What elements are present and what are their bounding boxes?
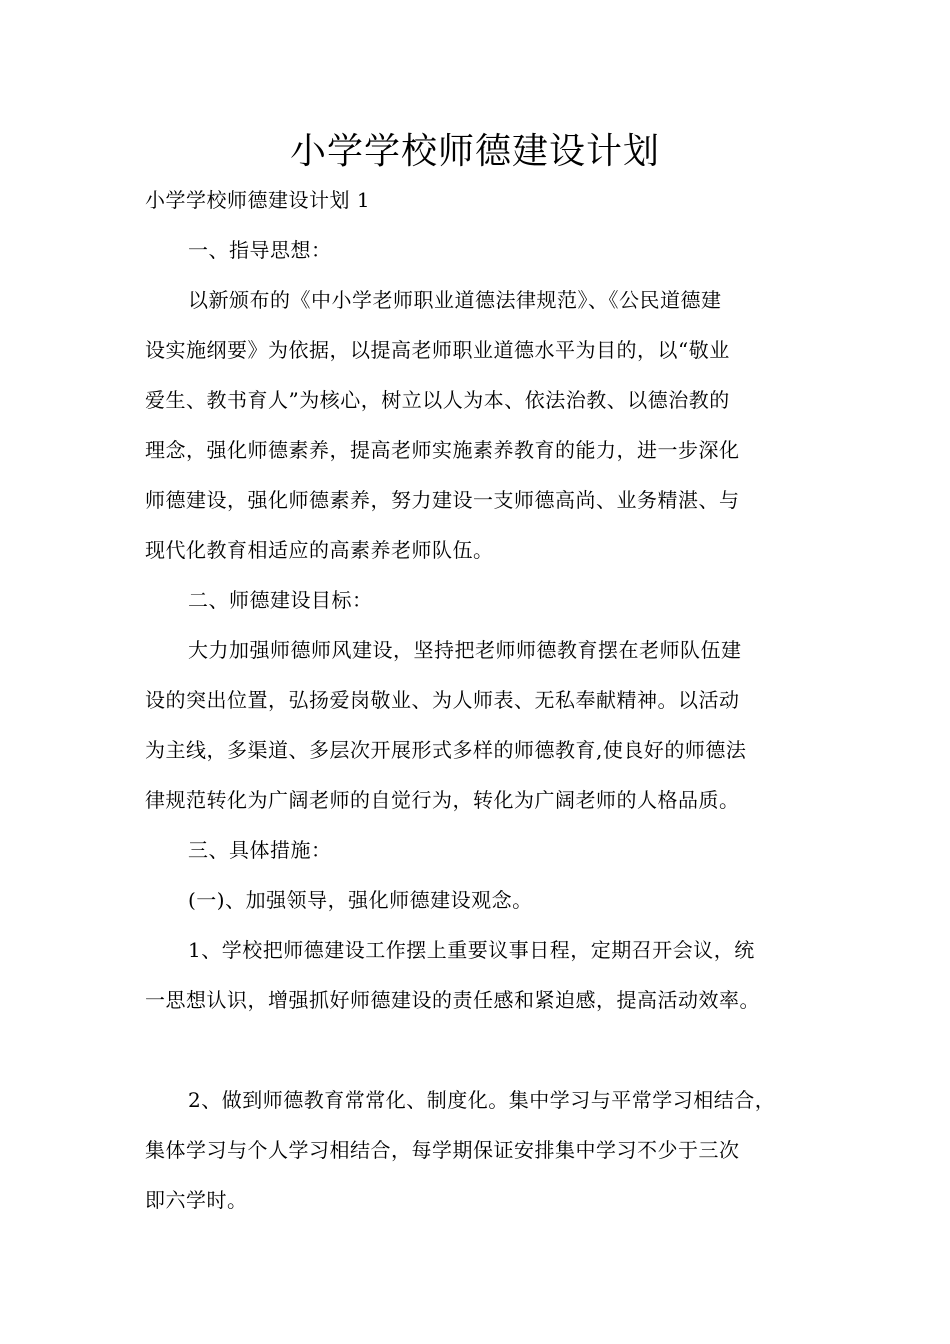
paragraph-line: 师德建设，强化师德素养，努力建设一支师德高尚、业务精湛、与	[145, 488, 740, 512]
list-item-line: 1、学校把师德建设工作摆上重要议事日程，定期召开会议，统	[188, 938, 755, 962]
list-item-line: 一思想认识，增强抓好师德建设的责任感和紧迫感，提高活动效率。	[145, 988, 760, 1012]
subsection-heading: (一)、加强领导，强化师德建设观念。	[188, 888, 533, 912]
paragraph-line: 为主线，多渠道、多层次开展形式多样的师德教育,使良好的师德法	[145, 738, 747, 762]
paragraph-line: 设实施纲要》为依据，以提高老师职业道德水平为目的，以“敬业	[145, 338, 730, 362]
paragraph-line: 设的突出位置，弘扬爱岗敬业、为人师表、无私奉献精神。以活动	[145, 688, 740, 712]
list-item-line: 2、做到师德教育常常化、制度化。集中学习与平常学习相结合，	[188, 1088, 776, 1112]
section-heading-measures: 三、具体措施：	[188, 838, 332, 862]
section-heading-guiding-ideology: 一、指导思想：	[188, 238, 332, 262]
paragraph-line: 以新颁布的《中小学老师职业道德法律规范》、《公民道德建	[188, 288, 722, 312]
list-item-line: 即六学时。	[145, 1188, 248, 1212]
paragraph-line: 现代化教育相适应的高素养老师队伍。	[145, 538, 494, 562]
document-subtitle: 小学学校师德建设计划 1	[145, 188, 371, 212]
paragraph-line: 律规范转化为广阔老师的自觉行为，转化为广阔老师的人格品质。	[145, 788, 740, 812]
paragraph-line: 爱生、教书育人”为核心，树立以人为本、依法治教、以德治教的	[145, 388, 730, 412]
paragraph-line: 理念，强化师德素养，提高老师实施素养教育的能力，进一步深化	[145, 438, 740, 462]
list-item-line: 集体学习与个人学习相结合，每学期保证安排集中学习不少于三次	[145, 1138, 740, 1162]
document-title: 小学学校师德建设计划	[289, 131, 660, 172]
section-heading-goals: 二、师德建设目标：	[188, 588, 373, 612]
paragraph-line: 大力加强师德师风建设，坚持把老师师德教育摆在老师队伍建	[188, 638, 742, 662]
